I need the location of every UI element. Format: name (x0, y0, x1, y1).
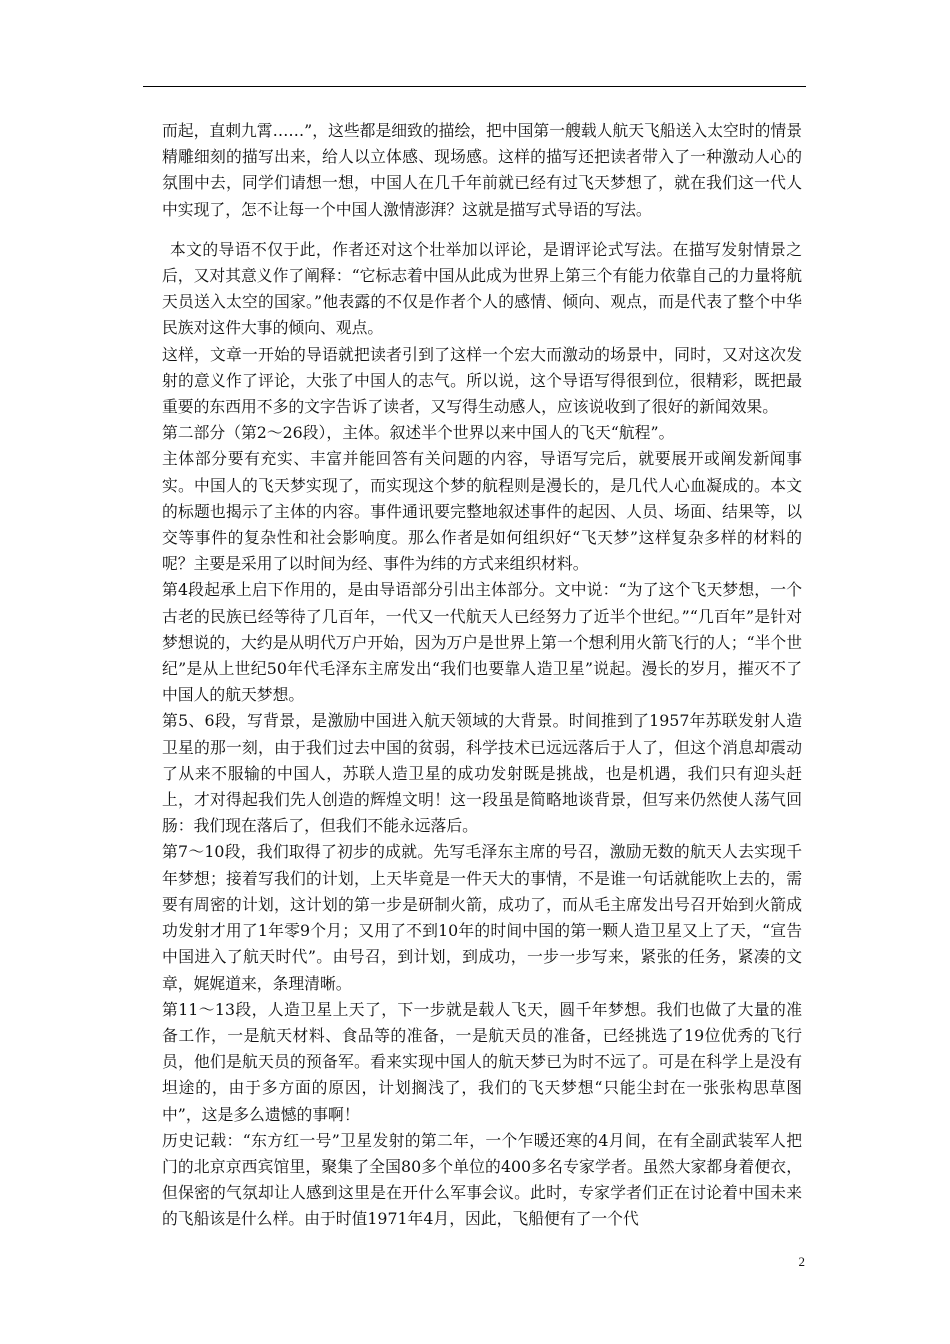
paragraph-9: 第11～13段，人造卫星上天了，下一步就是载人飞天，圆千年梦想。我们也做了大量的准备工作，一是航天材料、食品等的准备，一是航天员的准备，已经挑选了19位优秀的飞行员，他们是航天员的预备军。看来实现中国人的航天梦已为时不远了。可是在科学上是没有坦途的，由于多方面的原因，计划搁浅了，我们的飞天梦想“只能尘封在一张张构思草图中”，这是多么遗憾的事啊！ (162, 999, 802, 1124)
paragraph-6: 第4段起承上启下作用的，是由导语部分引出主体部分。文中说：“为了这个飞天梦想，一个古老的民族已经等待了几百年，一代又一代航天人已经努力了近半个世纪。”“几百年”是针对梦想说的，大约是从明代万户开始，因为万户是世界上第一个想利用火箭飞行的人；“半个世纪”是从上世纪50年代毛泽东主席发出“我们也要靠人造卫星”说起。漫长的岁月，摧灭不了中国人的航天梦想。 (162, 580, 802, 705)
paragraph-7: 第5、6段，写背景，是激励中国进入航天领域的大背景。时间推到了1957年苏联发射人造卫星的那一刻，由于我们过去中国的贫弱，科学技术已远远落后于人了，但这个消息却震动了从来不服输的中国人，苏联人造卫星的成功发射既是挑战，也是机遇，我们只有迎头赶上，才对得起我们先人创造的辉煌文明！这一段虽是简略地谈背景，但写来仍然使人荡气回肠：我们现在落后了，但我们不能永远落后。 (162, 711, 802, 836)
paragraph-3: 这样，文章一开始的导语就把读者引到了这样一个宏大而激动的场景中，同时，又对这次发射的意义作了评论，大张了中国人的志气。所以说，这个导语写得很到位，很精彩，既把最重要的东西用不多的文字告诉了读者，又写得生动感人，应该说收到了很好的新闻效果。 (162, 344, 802, 417)
page-number: 2 (798, 1254, 805, 1269)
paragraph-8: 第7～10段，我们取得了初步的成就。先写毛泽东主席的号召，激励无数的航天人去实现千年梦想；接着写我们的计划，上天毕竟是一件天大的事情，不是谁一句话就能吹上去的，需要有周密的计划，这计划的第一步是研制火箭，成功了，而从毛主席发出号召开始到火箭成功发射才用了1年零9个月；又用了不到10年的时间中国的第一颗人造卫星又上了天，“宣告中国进入了航天时代”。由号召，到计划，到成功，一步一步写来，紧张的任务，紧凑的文章，娓娓道来，条理清晰。 (162, 842, 802, 993)
paragraph-10: 历史记载：“东方红一号”卫星发射的第二年，一个乍暖还寒的4月间，在有全副武装军人把门的北京京西宾馆里，聚集了全国80多个单位的400多名专家学者。虽然大家都身着便衣，但保密的气氛却让人感到这里是在开什么军事会议。此时，专家学者们正在讨论着中国未来的飞船该是什么样。由于时值1971年4月，因此，飞船便有了一个代 (162, 1130, 802, 1229)
paragraph-4: 第二部分（第2～26段），主体。叙述半个世界以来中国人的飞天“航程”。 (162, 423, 675, 443)
paragraph-5: 主体部分要有充实、丰富并能回答有关问题的内容，导语写完后，就要展开或阐发新闻事实。中国人的飞天梦实现了，而实现这个梦的航程则是漫长的，是几代人心血凝成的。本文的标题也揭示了主体的内容。事件通讯要完整地叙述事件的起因、人员、场面、结果等，以交等事件的复杂性和社会影响度。那么作者是如何组织好“飞天梦”这样复杂多样的材料的呢？主要是采用了以时间为经、事件为纬的方式来组织材料。 (162, 449, 802, 574)
paragraph-1: 而起，直刺九霄……”，这些都是细致的描绘，把中国第一艘载人航天飞船送入太空时的情景精雕细刻的描写出来，给人以立体感、现场感。这样的描写还把读者带入了一种激动人心的氛围中去，同学们请想一想，中国人在几千年前就已经有过飞天梦想了，就在我们这一代人中实现了，怎不让每一个中国人激情澎湃？这就是描写式导语的写法。 (162, 121, 802, 219)
paragraph-2: 本文的导语不仅于此，作者还对这个壮举加以评论，是谓评论式写法。在描写发射情景之后，又对其意义作了阐释：“它标志着中国从此成为世界上第三个有能力依靠自己的力量将航天员送入太空的国家。”他表露的不仅是作者个人的感情、倾向、观点，而是代表了整个中华民族对这件大事的倾向、观点。 (162, 239, 802, 338)
header-rule (143, 86, 806, 87)
document-body (162, 118, 802, 1233)
